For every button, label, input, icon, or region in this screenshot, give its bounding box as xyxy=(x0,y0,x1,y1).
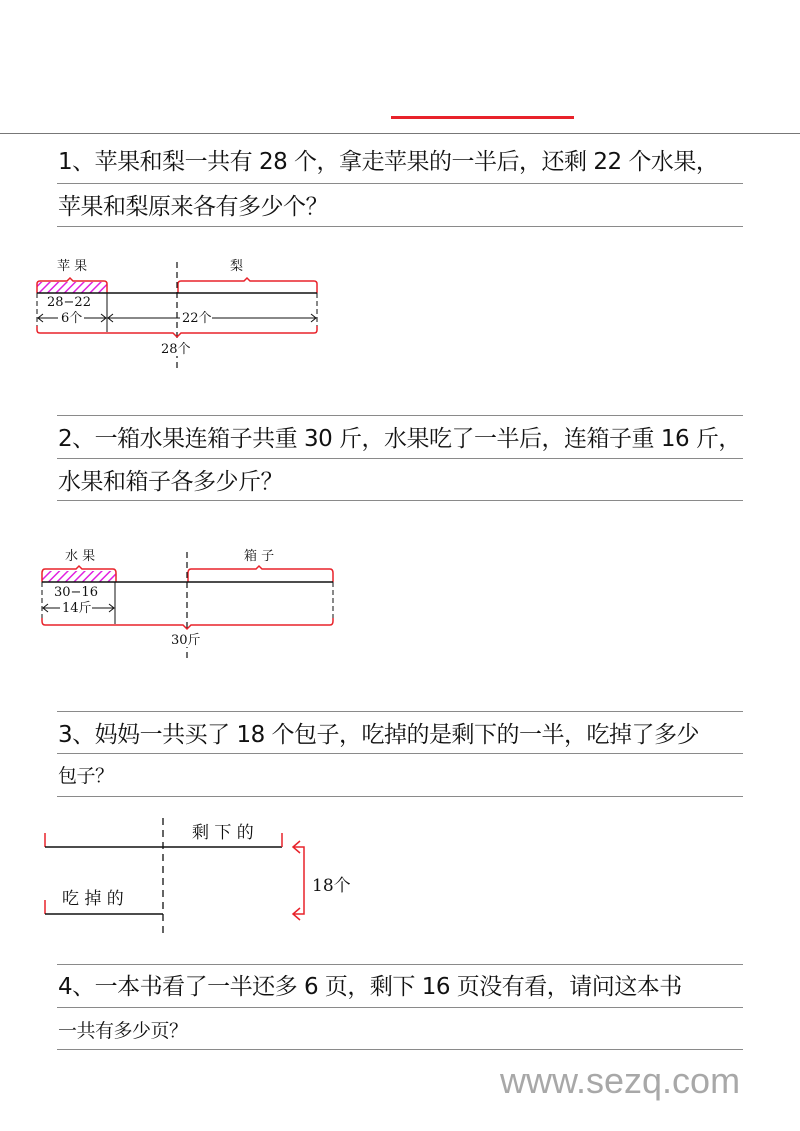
total-label: 18个 xyxy=(312,876,351,896)
label-pears: 梨 xyxy=(230,259,244,274)
rule xyxy=(57,1007,743,1008)
rule xyxy=(57,753,743,754)
rule xyxy=(57,711,743,712)
question-4-line-1: 4、一本书看了一半还多 6 页，剩下 16 页没有看，请问这本书 xyxy=(58,974,682,1000)
rule xyxy=(57,964,743,965)
header-divider xyxy=(0,133,800,134)
label-apples: 苹 果 xyxy=(57,259,88,274)
watermark: www.sezq.com xyxy=(500,1060,741,1101)
label-fruit: 水 果 xyxy=(65,549,96,564)
hatch-label: 28−22 xyxy=(47,295,91,310)
rule xyxy=(57,183,743,184)
label-box: 箱 子 xyxy=(244,549,275,564)
rule xyxy=(57,226,743,227)
question-4-line-2: 一共有多少页？ xyxy=(58,1020,188,1042)
left-measure: 6个 xyxy=(61,311,83,326)
rule xyxy=(57,1049,743,1050)
question-1-diagram xyxy=(30,250,350,374)
label-remaining: 剩 下 的 xyxy=(192,823,254,843)
question-2-line-1: 2、一箱水果连箱子共重 30 斤，水果吃了一半后，连箱子重 16 斤， xyxy=(58,426,741,452)
left-measure: 14斤 xyxy=(62,601,92,616)
question-3-diagram xyxy=(30,810,370,954)
rule xyxy=(57,415,743,416)
hatched-half-apples xyxy=(37,282,107,293)
rule xyxy=(57,458,743,459)
right-measure: 22个 xyxy=(182,311,212,326)
question-3-line-1: 3、妈妈一共买了 18 个包子，吃掉的是剩下的一半，吃掉了多少 xyxy=(58,722,700,748)
question-2-diagram xyxy=(30,540,360,669)
rule xyxy=(57,500,743,501)
question-1-line-2: 苹果和梨原来各有多少个？ xyxy=(58,194,328,220)
total-label: 28个 xyxy=(161,342,191,357)
rule xyxy=(57,796,743,797)
hatched-half-fruit xyxy=(42,571,116,582)
label-eaten: 吃 掉 的 xyxy=(62,889,124,909)
question-1-line-1: 1、苹果和梨一共有 28 个，拿走苹果的一半后，还剩 22 个水果， xyxy=(58,149,719,175)
title-underline xyxy=(391,116,574,119)
question-2-line-2: 水果和箱子各多少斤？ xyxy=(58,469,283,495)
total-label: 30斤 xyxy=(171,633,201,648)
hatch-label: 30−16 xyxy=(54,585,98,600)
question-3-line-2: 包子？ xyxy=(58,765,114,787)
